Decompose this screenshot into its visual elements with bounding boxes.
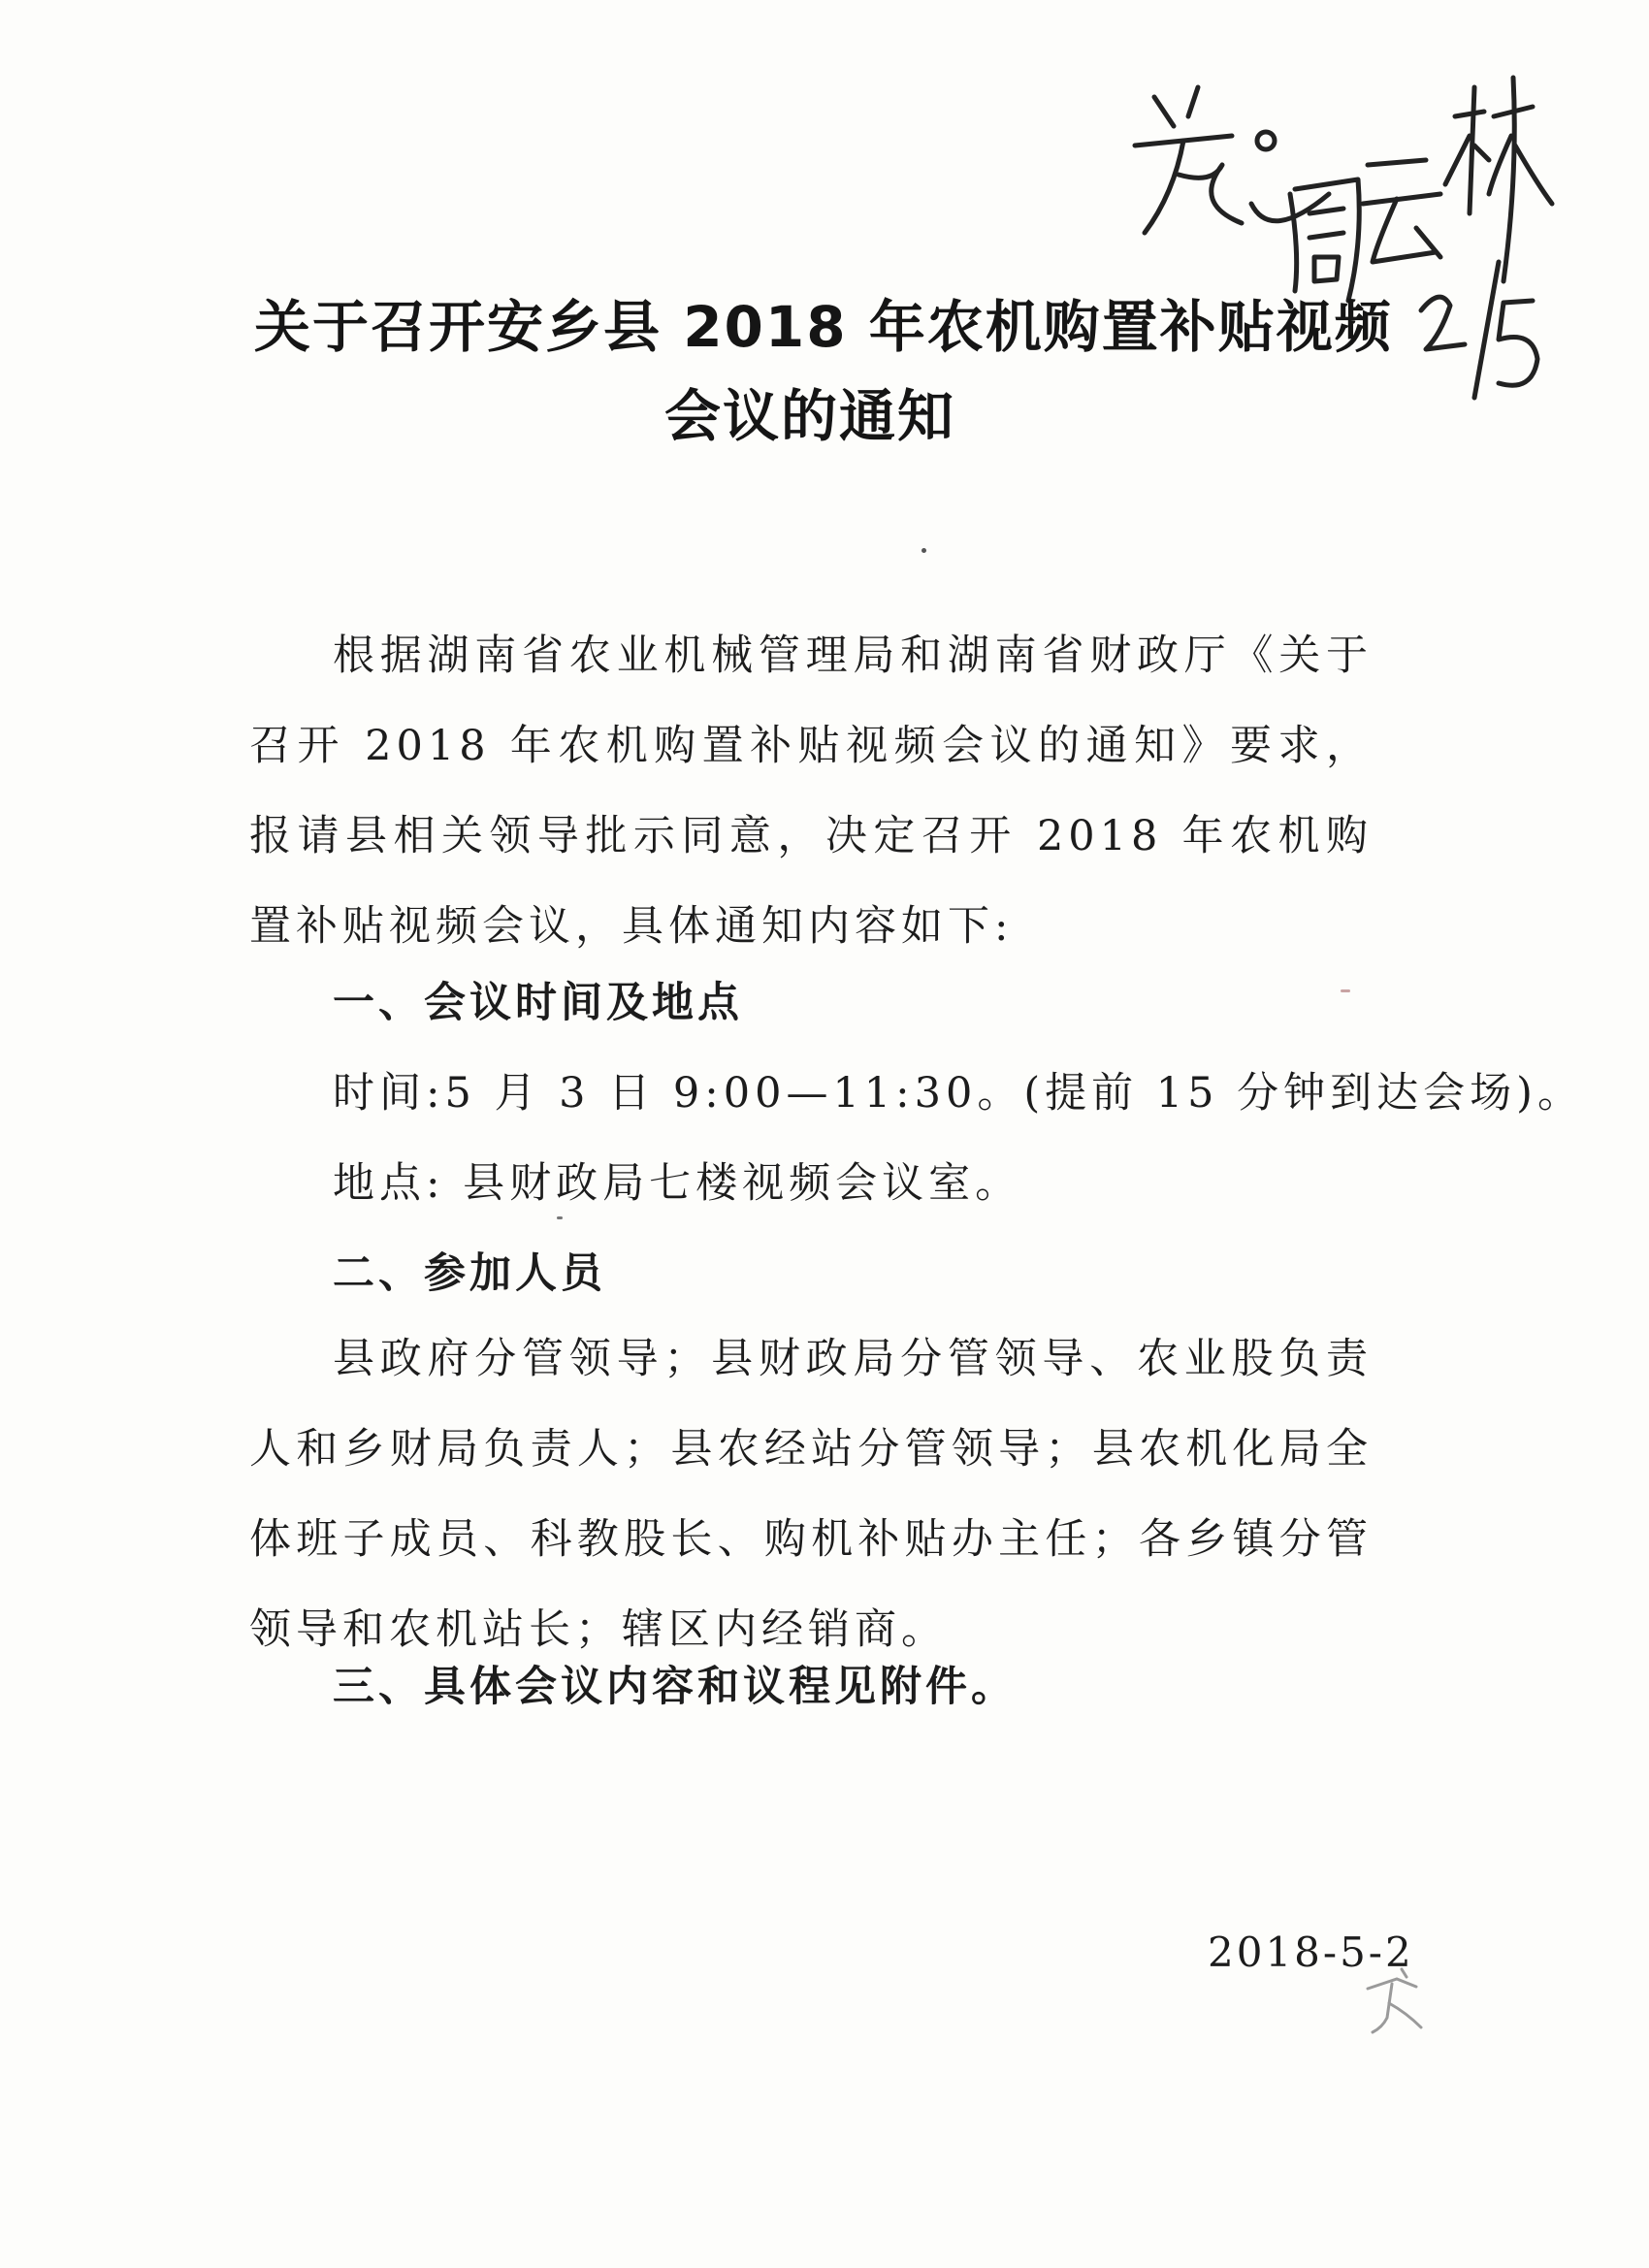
scan-speck <box>1341 989 1350 992</box>
attendees-block <box>249 1314 1373 1675</box>
document-title-line-1: 关于召开安乡县 2018 年农机购置补贴视频 <box>254 294 1393 360</box>
scan-speck <box>922 548 926 553</box>
section-2-heading: 二、参加人员 <box>333 1249 606 1298</box>
handwritten-annotation <box>1106 58 1591 446</box>
meeting-time: 时间:5 月 3 日 9:00—11:30。(提前 15 分钟到达会场)。 <box>333 1069 1584 1118</box>
intro-block <box>249 611 1373 972</box>
scan-speck <box>557 1216 563 1219</box>
section-3-heading: 三、具体会议内容和议程见附件。 <box>333 1663 1017 1711</box>
meeting-place: 地点: 县财政局七楼视频会议室。 <box>333 1159 1022 1208</box>
document-date: 2018-5-2 <box>1208 1928 1414 1976</box>
intro-paragraph: 根据湖南省农业机械管理局和湖南省财政厅《关于召开 2018 年农机购置补贴视频会议的通知》要求，报请县相关领导批示同意，决定召开 2018 年农机购置补贴视频会议，具体通知内容如下: <box>249 632 1373 951</box>
attendees-paragraph: 县政府分管领导；县财政局分管领导、农业股负责人和乡财局负责人；县农经站分管领导；县农机化局全体班子成员、科教股长、购机补贴办主任；各乡镇分管领导和农机站长；辖区内经销商。 <box>249 1335 1373 1654</box>
section-1-heading: 一、会议时间及地点 <box>333 979 743 1027</box>
document-title-line-2: 会议的通知 <box>664 383 956 449</box>
